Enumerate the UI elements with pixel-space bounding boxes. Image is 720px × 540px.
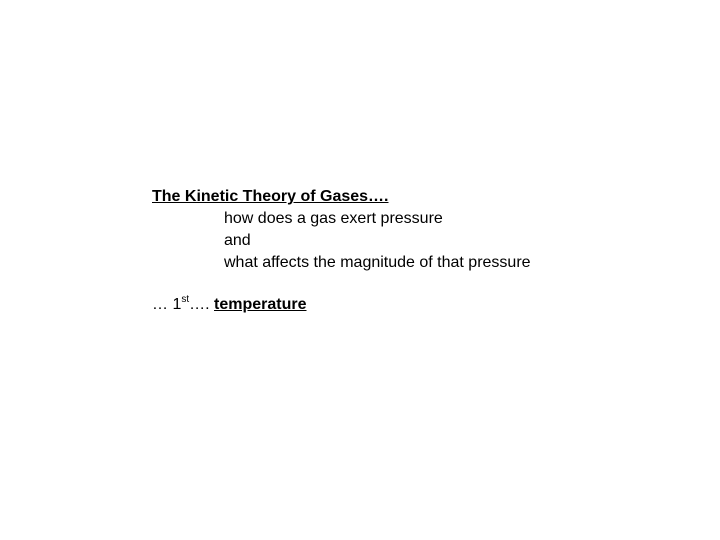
body-line-2: and	[224, 232, 251, 249]
footer-superscript: st	[181, 294, 190, 305]
slide-title: The Kinetic Theory of Gases….	[152, 188, 389, 205]
text-block	[152, 186, 531, 316]
body-line-3: what affects the magnitude of that pressure	[224, 254, 531, 271]
footer-term: temperature	[214, 296, 307, 313]
footer-prefix: … 1	[152, 296, 182, 313]
body-line-1: how does a gas exert pressure	[224, 210, 443, 227]
footer-middle: ….	[189, 296, 215, 313]
spacer	[152, 274, 531, 294]
footer-line	[152, 294, 531, 316]
